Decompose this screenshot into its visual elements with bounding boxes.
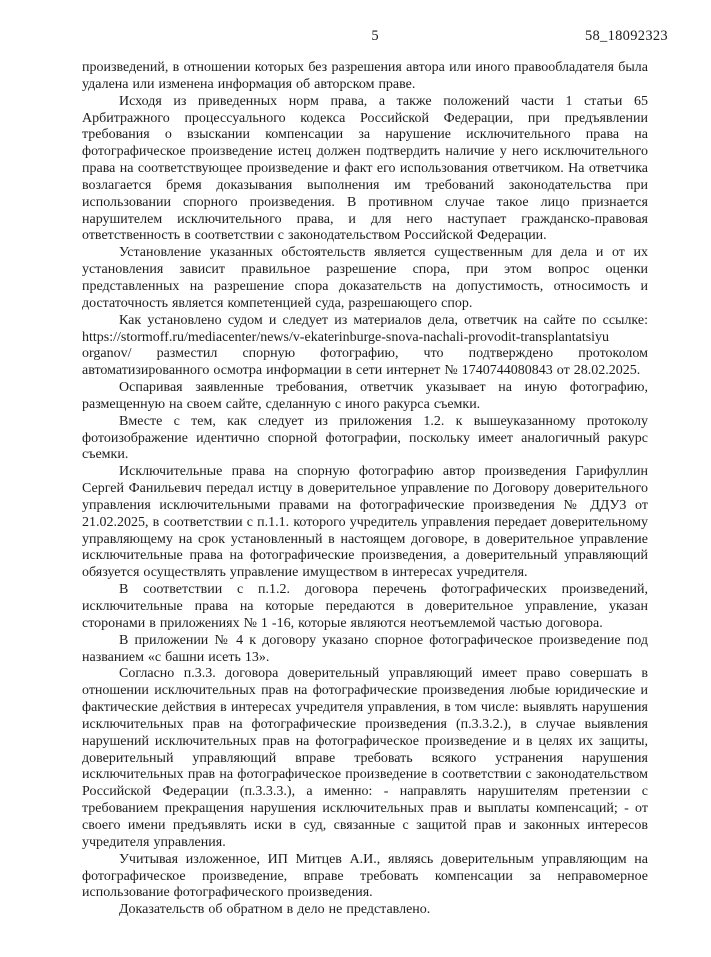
- paragraph: Как установлено судом и следует из материалов дела, ответчик на сайте по ссылке: https://stormoff.ru/mediacenter/news/v-ekaterinburge-snova-nachali-provodit-transplantatsiyu organov/ разместил спорную фотографию, что подтверждено протоколом автоматизированного осмотра информации в сети интернет № 1740744080843 от 28.02.2025.: [82, 312, 648, 379]
- page-header: [82, 28, 668, 48]
- paragraph: В приложении № 4 к договору указано спорное фотографическое произведение под названием «с башни исеть 13».: [82, 632, 648, 665]
- paragraph: Вместе с тем, как следует из приложения 1.2. к вышеуказанному протоколу фотоизображение идентично спорной фотографии, поскольку имеет аналогичный ракурс съемки.: [82, 413, 648, 463]
- paragraph-continuation: произведений, в отношении которых без разрешения автора или иного правообладателя была удалена или изменена информация об авторском праве.: [82, 60, 648, 92]
- document-id: 58_18092323: [584, 28, 668, 44]
- document-body: [82, 60, 648, 919]
- paragraph: Установление указанных обстоятельств является существенным для дела и от их установления зависит правильное разрешение спора, при этом вопрос оценки представленных на разрешение спора доказательств на допустимость, относимость и достаточность является компетенцией суда, разрешающего спор.: [82, 245, 648, 311]
- paragraph: Исключительные права на спорную фотографию автор произведения Гарифуллин Сергей Фанильевич передал истцу в доверительное управление по Договору доверительного управления исключительными правами на фотографические произведения № ДДУ3 от 21.02.2025, в соответствии с п.1.1. которого учредитель управления передает доверительному управляющему на срок установленный в настоящем договоре, в доверительное управление исключительные права на фотографические произведения, а доверительный управляющий обязуется осуществлять управление имуществом в интересах учредителя.: [82, 464, 648, 581]
- paragraph: Доказательств об обратном в дело не представлено.: [119, 902, 431, 918]
- paragraph: Исходя из приведенных норм права, а также положений части 1 статьи 65 Арбитражного процессуального кодекса Российской Федерации, при предъявлении требования о взыскании компенсации за нарушение исключительного права на фотографическое произведение истец должен подтвердить наличие у него исключительного права на соответствующее произведение и факт его использования ответчиком. На ответчика возлагается бремя доказывания выполнения им требований законодательства при использовании спорного произведения. В противном случае такое лицо признается нарушителем исключительного права, и для него наступает гражданско-правовая ответственность в соответствии с законодательством Российской Федерации.: [82, 93, 648, 244]
- paragraph: В соответствии с п.1.2. договора перечень фотографических произведений, исключительные права на которые передаются в доверительное управление, указан сторонами в приложениях № 1 -16, которые являются неотъемлемой частью договора.: [82, 582, 648, 631]
- page-number: 5: [371, 28, 379, 44]
- paragraph: Учитывая изложенное, ИП Митцев А.И., являясь доверительным управляющим на фотографическое произведение, вправе требовать компенсации за неправомерное использование фотографического произведения.: [82, 851, 648, 901]
- paragraph: Согласно п.3.3. договора доверительный управляющий имеет право совершать в отношении исключительных прав на фотографические произведения любые юридические и фактические действия в интересах учредителя управления, в том числе: выявлять нарушения исключительных прав на фотографические произведения (п.3.3.2.), в случае выявления нарушений исключительных прав на фотографическое произведение и в целях их защиты, доверительный управляющий вправе требовать всякого устранения нарушения исключительных прав на фотографическое произведение в соответствии с законодательством Российской Федерации (п.3.3.3.), а именно: - направлять нарушителям претензии с требованием прекращения нарушения исключительных прав и выплаты компенсаций; - от своего имени предъявлять иски в суд, связанные с защитой прав и законных интересов учредителя управления.: [82, 666, 648, 850]
- paragraph: Оспаривая заявленные требования, ответчик указывает на иную фотографию, размещенную на своем сайте, сделанную с иного ракурса съемки.: [82, 380, 648, 412]
